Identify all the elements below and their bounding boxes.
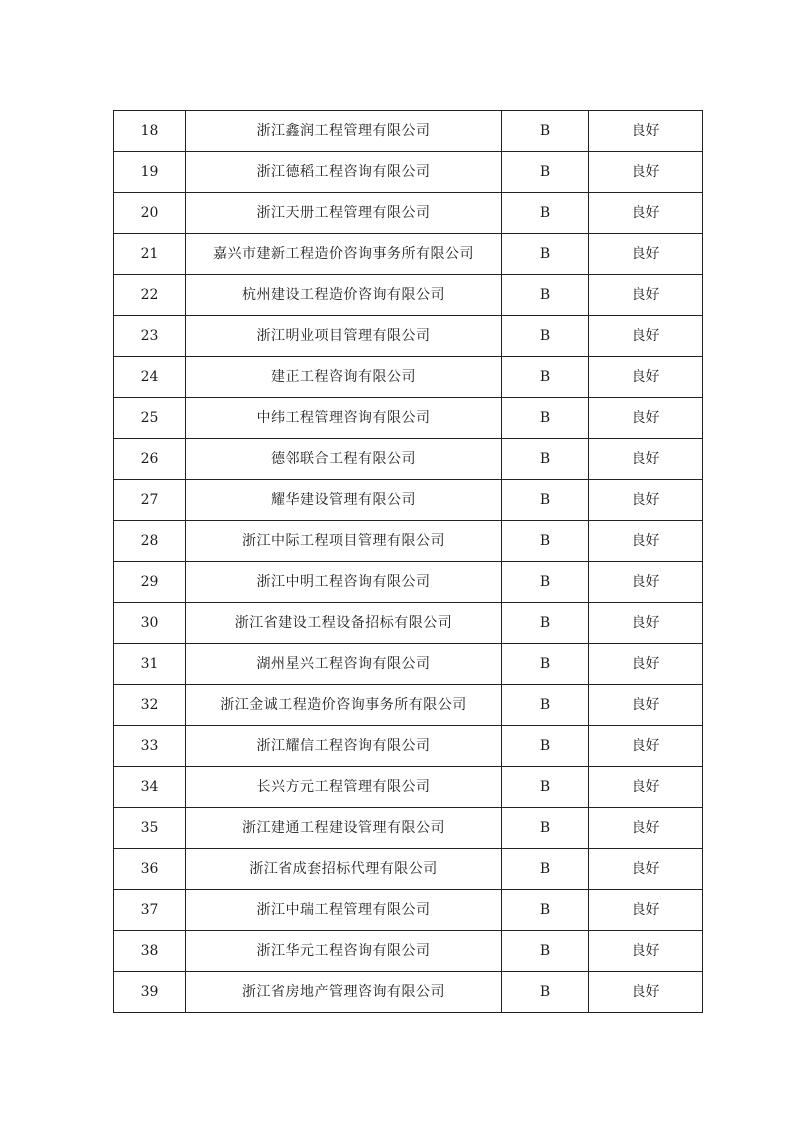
company-name: 长兴方元工程管理有限公司 xyxy=(186,767,502,808)
evaluation-cell: 良好 xyxy=(589,931,703,972)
grade-cell: B xyxy=(502,152,589,193)
grade-cell: B xyxy=(502,603,589,644)
row-number: 25 xyxy=(114,398,186,439)
company-name: 耀华建设管理有限公司 xyxy=(186,480,502,521)
evaluation-cell: 良好 xyxy=(589,480,703,521)
company-name: 嘉兴市建新工程造价咨询事务所有限公司 xyxy=(186,234,502,275)
company-name: 浙江中瑞工程管理有限公司 xyxy=(186,890,502,931)
company-name: 浙江建通工程建设管理有限公司 xyxy=(186,808,502,849)
grade-cell: B xyxy=(502,480,589,521)
table-row xyxy=(114,193,703,234)
evaluation-cell: 良好 xyxy=(589,644,703,685)
row-number: 39 xyxy=(114,972,186,1013)
company-name: 浙江明业项目管理有限公司 xyxy=(186,316,502,357)
table-row xyxy=(114,439,703,480)
row-number: 33 xyxy=(114,726,186,767)
grade-cell: B xyxy=(502,972,589,1013)
company-name: 浙江耀信工程咨询有限公司 xyxy=(186,726,502,767)
row-number: 37 xyxy=(114,890,186,931)
evaluation-cell: 良好 xyxy=(589,603,703,644)
row-number: 38 xyxy=(114,931,186,972)
evaluation-cell: 良好 xyxy=(589,357,703,398)
table-row xyxy=(114,521,703,562)
company-name: 中纬工程管理咨询有限公司 xyxy=(186,398,502,439)
table-row xyxy=(114,726,703,767)
row-number: 18 xyxy=(114,111,186,152)
evaluation-cell: 良好 xyxy=(589,152,703,193)
grade-cell: B xyxy=(502,234,589,275)
company-name: 杭州建设工程造价咨询有限公司 xyxy=(186,275,502,316)
row-number: 24 xyxy=(114,357,186,398)
table-row xyxy=(114,152,703,193)
evaluation-cell: 良好 xyxy=(589,972,703,1013)
evaluation-cell: 良好 xyxy=(589,726,703,767)
table-row xyxy=(114,890,703,931)
grade-cell: B xyxy=(502,521,589,562)
evaluation-cell: 良好 xyxy=(589,562,703,603)
grade-cell: B xyxy=(502,890,589,931)
table-row xyxy=(114,562,703,603)
grade-cell: B xyxy=(502,931,589,972)
table-row xyxy=(114,111,703,152)
row-number: 34 xyxy=(114,767,186,808)
evaluation-cell: 良好 xyxy=(589,521,703,562)
grade-cell: B xyxy=(502,439,589,480)
grade-cell: B xyxy=(502,808,589,849)
company-name: 建正工程咨询有限公司 xyxy=(186,357,502,398)
table-row xyxy=(114,316,703,357)
company-name: 浙江天册工程管理有限公司 xyxy=(186,193,502,234)
evaluation-cell: 良好 xyxy=(589,890,703,931)
company-name: 浙江金诚工程造价咨询事务所有限公司 xyxy=(186,685,502,726)
table-row xyxy=(114,644,703,685)
company-name: 浙江华元工程咨询有限公司 xyxy=(186,931,502,972)
row-number: 29 xyxy=(114,562,186,603)
company-name: 浙江省建设工程设备招标有限公司 xyxy=(186,603,502,644)
company-name: 浙江鑫润工程管理有限公司 xyxy=(186,111,502,152)
grade-cell: B xyxy=(502,316,589,357)
grade-cell: B xyxy=(502,357,589,398)
row-number: 31 xyxy=(114,644,186,685)
row-number: 23 xyxy=(114,316,186,357)
table-row xyxy=(114,849,703,890)
row-number: 30 xyxy=(114,603,186,644)
evaluation-cell: 良好 xyxy=(589,193,703,234)
grade-cell: B xyxy=(502,644,589,685)
row-number: 19 xyxy=(114,152,186,193)
company-name: 浙江省房地产管理咨询有限公司 xyxy=(186,972,502,1013)
grade-cell: B xyxy=(502,685,589,726)
grade-cell: B xyxy=(502,193,589,234)
company-name: 德邻联合工程有限公司 xyxy=(186,439,502,480)
row-number: 26 xyxy=(114,439,186,480)
table-row xyxy=(114,398,703,439)
grade-cell: B xyxy=(502,275,589,316)
evaluation-cell: 良好 xyxy=(589,275,703,316)
row-number: 20 xyxy=(114,193,186,234)
table-row xyxy=(114,234,703,275)
table-row xyxy=(114,480,703,521)
evaluation-cell: 良好 xyxy=(589,111,703,152)
row-number: 21 xyxy=(114,234,186,275)
evaluation-cell: 良好 xyxy=(589,316,703,357)
row-number: 32 xyxy=(114,685,186,726)
row-number: 22 xyxy=(114,275,186,316)
table-row xyxy=(114,767,703,808)
grade-cell: B xyxy=(502,726,589,767)
table-row xyxy=(114,972,703,1013)
grade-cell: B xyxy=(502,398,589,439)
row-number: 27 xyxy=(114,480,186,521)
company-name: 浙江省成套招标代理有限公司 xyxy=(186,849,502,890)
table-row xyxy=(114,808,703,849)
table-row xyxy=(114,603,703,644)
company-name: 浙江中明工程咨询有限公司 xyxy=(186,562,502,603)
evaluation-cell: 良好 xyxy=(589,808,703,849)
row-number: 35 xyxy=(114,808,186,849)
row-number: 28 xyxy=(114,521,186,562)
table-row xyxy=(114,357,703,398)
evaluation-cell: 良好 xyxy=(589,398,703,439)
credit-rating-table xyxy=(113,110,703,1013)
grade-cell: B xyxy=(502,111,589,152)
grade-cell: B xyxy=(502,767,589,808)
company-name: 浙江德稻工程咨询有限公司 xyxy=(186,152,502,193)
table-row xyxy=(114,275,703,316)
company-name: 浙江中际工程项目管理有限公司 xyxy=(186,521,502,562)
evaluation-cell: 良好 xyxy=(589,685,703,726)
evaluation-cell: 良好 xyxy=(589,767,703,808)
grade-cell: B xyxy=(502,562,589,603)
company-name: 湖州星兴工程咨询有限公司 xyxy=(186,644,502,685)
row-number: 36 xyxy=(114,849,186,890)
table-row xyxy=(114,685,703,726)
evaluation-cell: 良好 xyxy=(589,234,703,275)
table-row xyxy=(114,931,703,972)
evaluation-cell: 良好 xyxy=(589,439,703,480)
evaluation-cell: 良好 xyxy=(589,849,703,890)
grade-cell: B xyxy=(502,849,589,890)
